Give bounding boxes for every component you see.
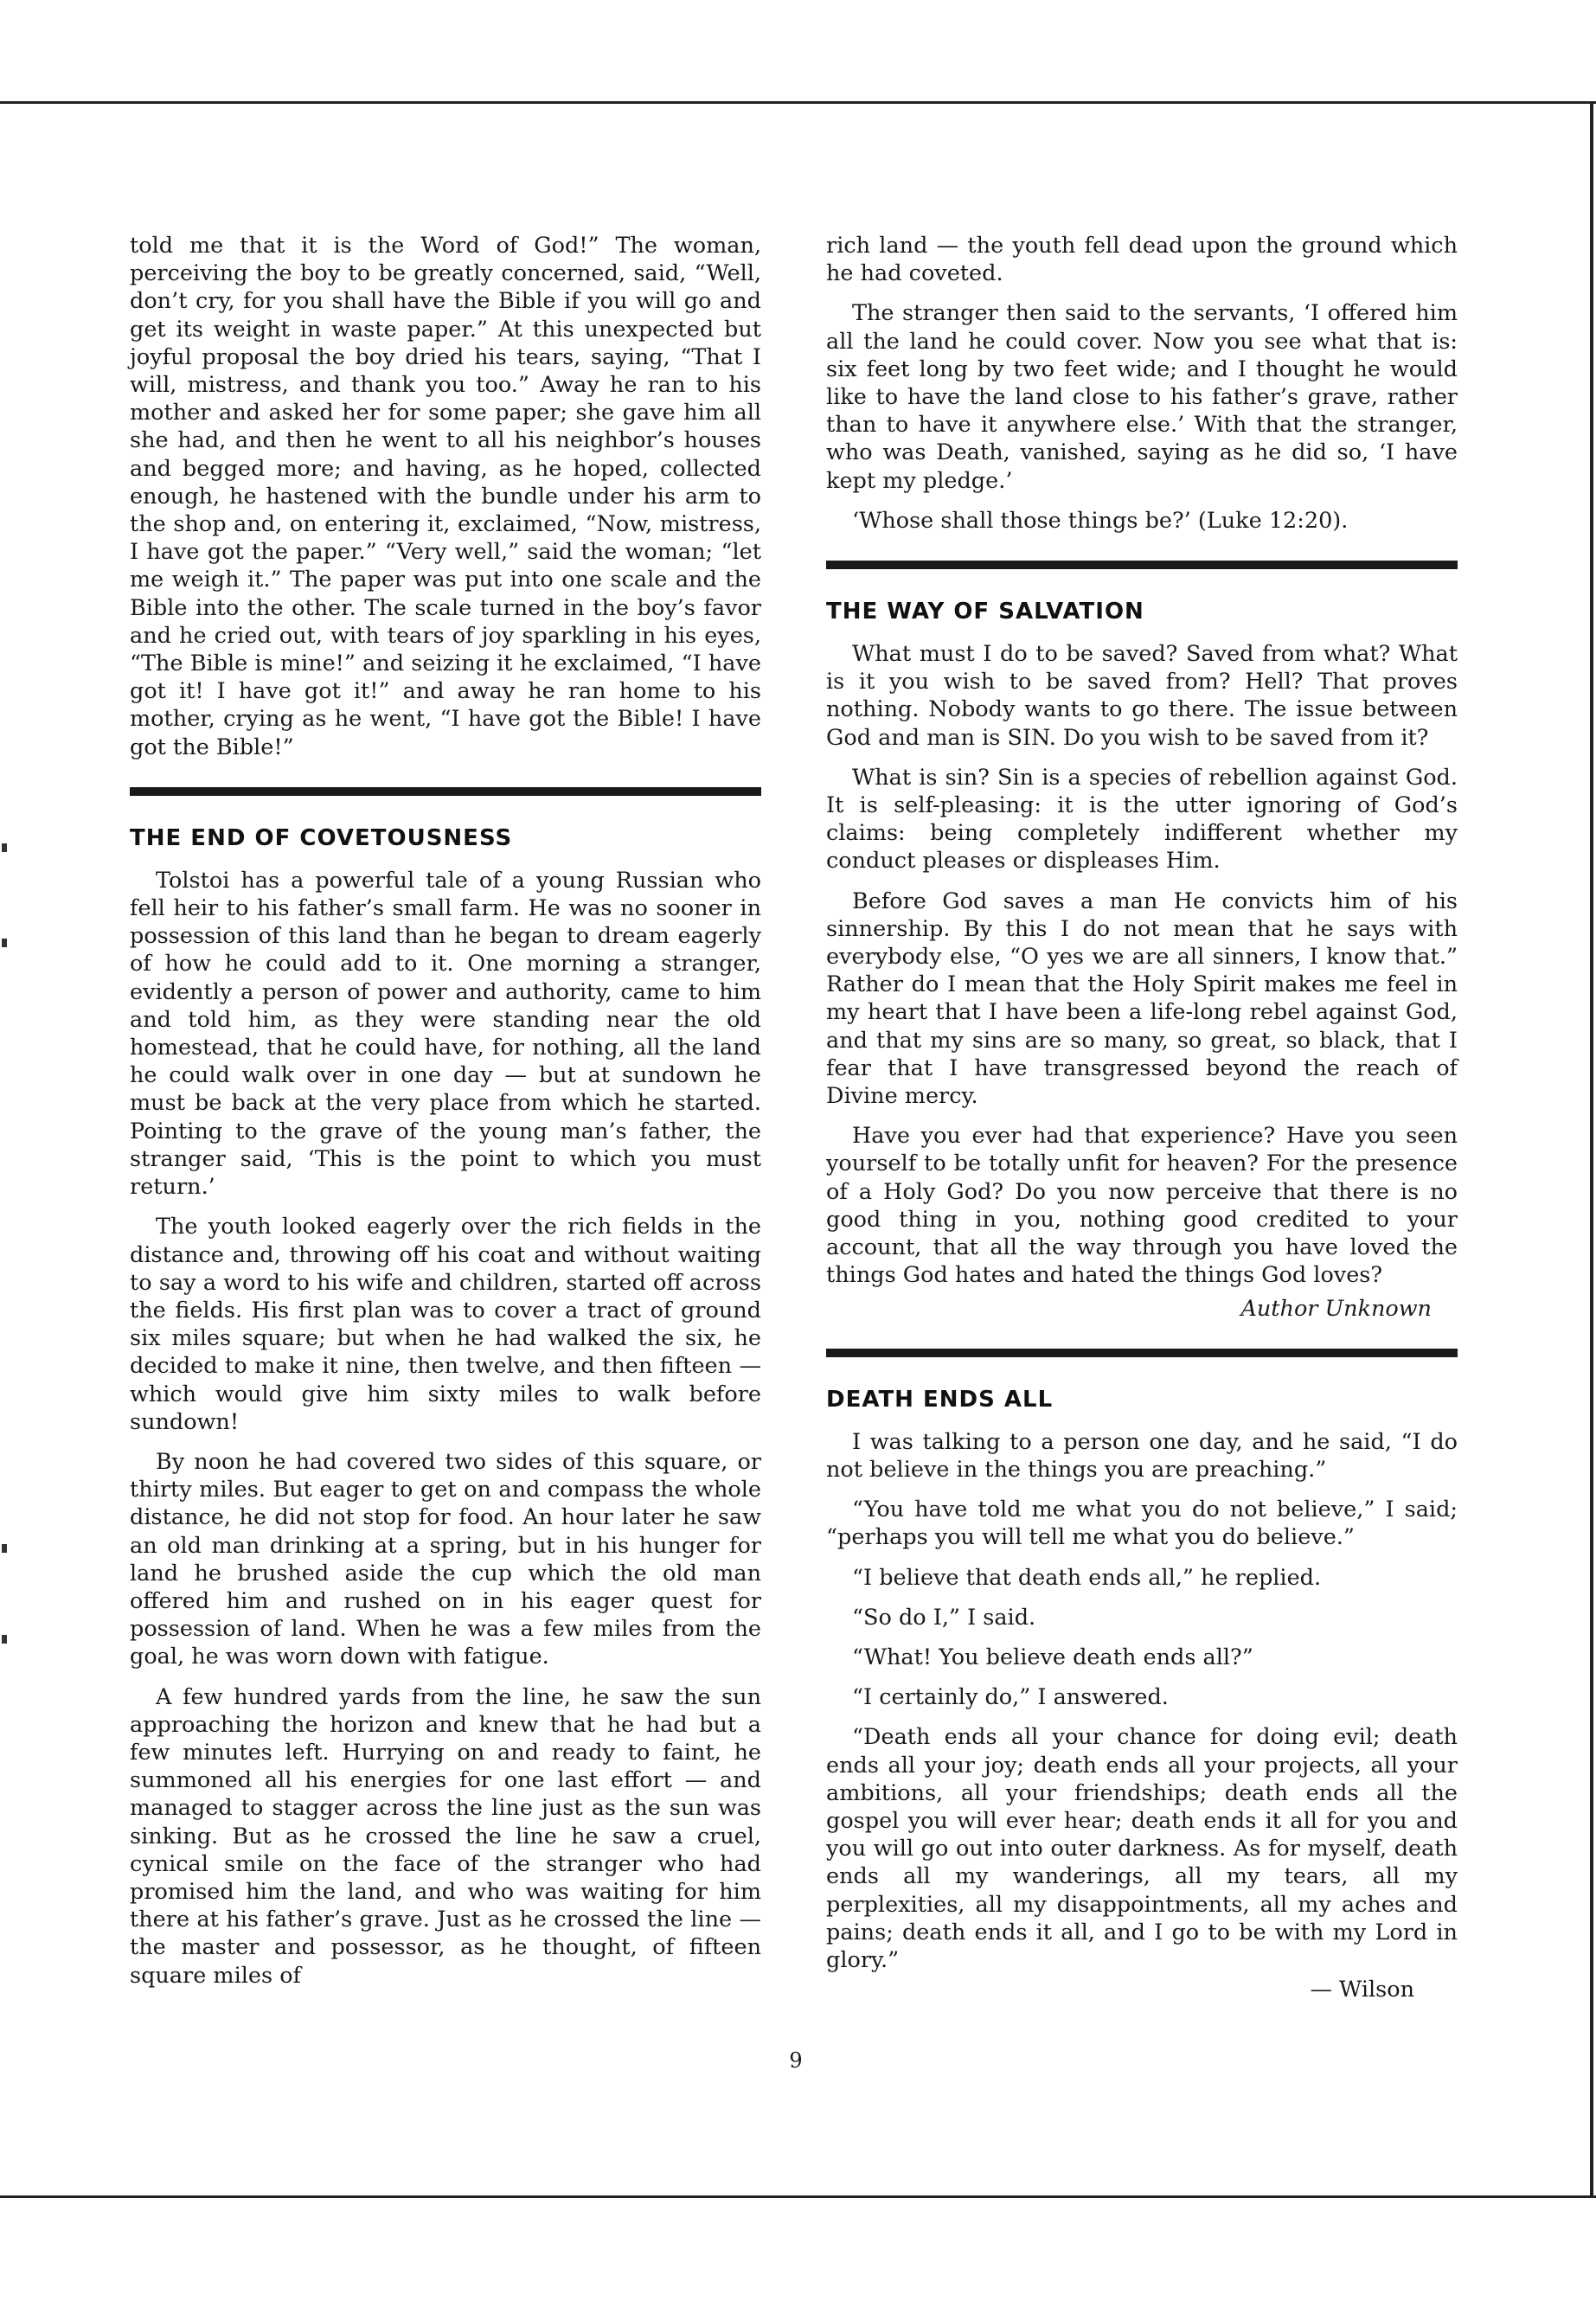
section-divider	[826, 561, 1458, 569]
scan-edge-mark	[2, 843, 7, 852]
scan-edge-mark	[2, 939, 7, 947]
section-divider	[826, 1349, 1458, 1357]
body-paragraph: “You have told me what you do not believe,” I said; “perhaps you will tell me what you do believe.”	[826, 1497, 1458, 1551]
body-paragraph: The stranger then said to the servants, ‘I offered him all the land he could cover. Now you see what that is: six feet long by two feet wide; and I thought he would like to have the land close to his father’s grave, rather than to have it anywhere else.’ With that the stranger, who was Death, vanished, saying as he did so, ‘I have kept my pledge.’	[826, 300, 1458, 494]
scan-edge-mark	[2, 1635, 7, 1644]
section-heading-death-ends-all: DEATH ENDS ALL	[826, 1386, 1054, 1413]
section-heading-covetousness: THE END OF COVETOUSNESS	[130, 824, 513, 851]
body-paragraph: What must I do to be saved? Saved from what? What is it you wish to be saved from? Hell? That proves nothing. Nobody wants to go there. The issue between God and man is SIN. Do you wish to be saved from it?	[826, 641, 1458, 751]
page-right-border	[1590, 101, 1593, 2198]
author-signature: — Wilson	[1310, 1977, 1414, 2003]
section-heading-salvation: THE WAY OF SALVATION	[826, 599, 1144, 625]
body-paragraph: “I believe that death ends all,” he replied.	[852, 1564, 1322, 1591]
page-bottom-border	[0, 2195, 1596, 2198]
story-continuation-paragraph: told me that it is the Word of God!” The woman, perceiving the boy to be greatly concerned, said, “Well, don’t cry, for you shall have the Bible if you will go and get its weight in waste paper.” At this unexpected but joyful proposal the boy dried his tears, saying, “That I will, mistress, and thank you too.” Away he ran to his mother and asked her for some paper; she gave him all she had, and then he went to all his neighbor’s houses and begged more; and having, as he hoped, collected enough, he hastened with the bundle under his arm to the shop and, on entering it, exclaimed, “Now, mistress, I have got the paper.” “Very well,” said the woman; “let me weigh it.” The paper was put into one scale and the Bible into the other. The scale turned in the boy’s favor and he cried out, with tears of joy sparkling in his eyes, “The Bible is mine!” and seizing it he exclaimed, “I have got it! I have got it!” and away he ran home to his mother, crying as he went, “I have got the Bible! I have got the Bible!”	[130, 233, 761, 760]
body-paragraph: Tolstoi has a powerful tale of a young Russian who fell heir to his father’s small farm. He was no sooner in possession of this land than he began to dream eagerly of how he could add to it. One morning a stranger, evidently a person of power and authority, came to him and told him, as they were standing near the old homestead, that he could have, for nothing, all the land he could walk over in one day — but at sundown he must be back at the very place from which he started. Pointing to the grave of the young man’s father, the stranger said, ‘This is the point to which you must return.’	[130, 867, 761, 1201]
body-paragraph: “I certainly do,” I answered.	[852, 1684, 1169, 1711]
page-top-border	[0, 101, 1596, 104]
body-paragraph: “So do I,” I said.	[852, 1604, 1036, 1631]
scan-edge-mark	[2, 1544, 7, 1553]
body-paragraph: I was talking to a person one day, and he said, “I do not believe in the things you are preaching.”	[826, 1428, 1458, 1483]
author-signature: Author Unknown	[1240, 1295, 1432, 1322]
body-paragraph: By noon he had covered two sides of this square, or thirty miles. But eager to get on and compass the whole distance, he did not stop for food. An hour later he saw an old man drinking at a spring, but in his hunger for land he brushed aside the cup which the old man offered him and rushed on in his eager quest for possession of land. When he was a few miles from the goal, he was worn down with fatigue.	[130, 1448, 761, 1670]
body-paragraph: Before God saves a man He convicts him of his sinnership. By this I do not mean that he says with everybody else, “O yes we are all sinners, I know that.” Rather do I mean that the Holy Spirit makes me feel in my heart that I have been a life-long rebel against God, and that my sins are so many, so great, so black, that I fear that I have transgressed beyond the reach of Divine mercy.	[826, 888, 1458, 1110]
left-column	[130, 232, 761, 2002]
body-paragraph: “Death ends all your chance for doing evil; death ends all your joy; death ends all your projects, all your ambitions, all your friendships; death ends all the gospel you will ever hear; death ends it all for you and you will go out into outer darkness. As for myself, death ends all my wanderings, all my tears, all my perplexities, all my disappointments, all my aches and pains; death ends it all, and I go to be with my Lord in glory.”	[826, 1724, 1458, 1973]
scripture-reference: ‘Whose shall those things be?’ (Luke 12:20).	[852, 507, 1349, 534]
body-paragraph: The youth looked eagerly over the rich fields in the distance and, throwing off his coat and without waiting to say a word to his wife and children, started off across the fields. His first plan was to cover a tract of ground six miles square; but when he had walked the six, he decided to make it nine, then twelve, and then fifteen — which would give him sixty miles to walk before sundown!	[130, 1214, 761, 1435]
body-paragraph: A few hundred yards from the line, he saw the sun approaching the horizon and knew that he had but a few minutes left. Hurrying on and ready to faint, he summoned all his energies for one last effort — and managed to stagger across the line just as the sun was sinking. But as he crossed the line he saw a cruel, cynical smile on the face of the stranger who had promised him the land, and who was waiting for him there at his father’s grave. Just as he crossed the line — the master and possessor, as he thought, of fifteen square miles of	[130, 1683, 761, 1989]
body-paragraph: “What! You believe death ends all?”	[852, 1644, 1253, 1670]
section-divider	[130, 787, 761, 796]
page-number: 9	[789, 2048, 803, 2073]
right-column	[826, 232, 1458, 2003]
story-continuation-paragraph: rich land — the youth fell dead upon the ground which he had coveted.	[826, 233, 1458, 287]
body-paragraph: Have you ever had that experience? Have you seen yourself to be totally unfit for heaven? For the presence of a Holy God? Do you now perceive that there is no good thing in you, nothing good credited to your account, that all the way through you have loved the things God hates and hated the things God loves?	[826, 1123, 1458, 1289]
body-paragraph: What is sin? Sin is a species of rebellion against God. It is self-pleasing: it is the utter ignoring of God’s claims: being completely indifferent whether my conduct pleases or displeases Him.	[826, 764, 1458, 875]
